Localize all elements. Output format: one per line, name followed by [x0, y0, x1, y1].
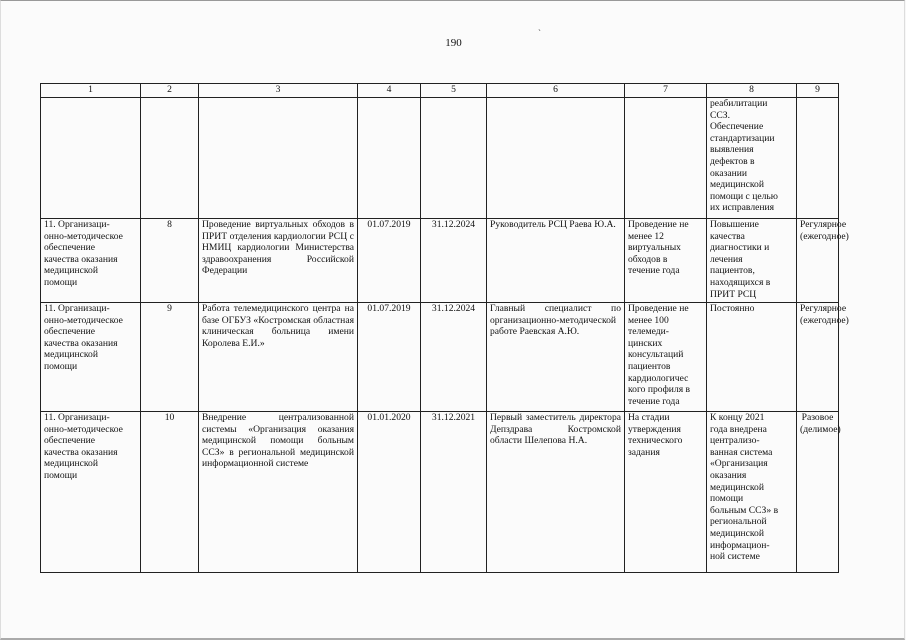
- scan-mark: ˎ: [538, 21, 541, 31]
- table-row: [41, 303, 839, 412]
- column-header: 5: [421, 84, 487, 98]
- start-date-cell: 01.07.2019: [358, 219, 421, 303]
- column-header: 1: [41, 84, 141, 98]
- column-header: 4: [358, 84, 421, 98]
- column-header: 7: [625, 84, 707, 98]
- table-row: [41, 412, 839, 573]
- event-type-cell: Регулярное (ежегодное): [797, 219, 839, 303]
- event-cell: Внедрение централизованной системы «Организация оказания медицинской помощи больным ССЗ» в региональной медицинской информационной системе: [199, 412, 358, 573]
- end-date-cell: 31.12.2021: [421, 412, 487, 573]
- indicator-cell: На стадии утверждения технического задания: [625, 412, 707, 573]
- start-date-cell: 01.01.2020: [358, 412, 421, 573]
- direction-cell: 11. Организаци- онно-методическое обеспечение качества оказания медицинской помощи: [41, 219, 141, 303]
- row-number-cell: 10: [141, 412, 199, 573]
- result-cell: К концу 2021 года внедрена централизо- ванная система «Организация оказания медицинской помощи больным ССЗ» в региональной медицинской информацион- ной системе: [707, 412, 797, 573]
- indicator-cell: Проведение не менее 12 виртуальных обходов в течение года: [625, 219, 707, 303]
- event-cell: Работа телемедицинского центра на базе ОГБУЗ «Костромская областная клиническая больница имени Королева Е.И.»: [199, 303, 358, 412]
- responsible-cell: Руководитель РСЦ Раева Ю.А.: [487, 219, 625, 303]
- result-cell: Постоянно: [707, 303, 797, 412]
- event-cell: Проведение виртуальных обходов в ПРИТ отделения кардиологии РСЦ с НМИЦ кардиологии Министерства здравоохранения Российской Федерации: [199, 219, 358, 303]
- page-number: 190: [445, 37, 462, 49]
- result-cell: Повышение качества диагностики и лечения пациентов, находящихся в ПРИТ РСЦ: [707, 219, 797, 303]
- column-header: 3: [199, 84, 358, 98]
- row-number-cell: 9: [141, 303, 199, 412]
- responsible-cell: Главный специалист по организационно-методической работе Раевская А.Ю.: [487, 303, 625, 412]
- row-number-cell: 8: [141, 219, 199, 303]
- column-header: 6: [487, 84, 625, 98]
- column-header: 9: [797, 84, 839, 98]
- event-type-cell: Регулярное (ежегодное): [797, 303, 839, 412]
- column-number-row: [41, 84, 839, 98]
- start-date-cell: 01.07.2019: [358, 303, 421, 412]
- column-header: 8: [707, 84, 797, 98]
- end-date-cell: 31.12.2024: [421, 303, 487, 412]
- direction-cell: 11. Организаци- онно-методическое обеспечение качества оказания медицинской помощи: [41, 303, 141, 412]
- continuation-row: [41, 98, 839, 219]
- direction-cell: 11. Организаци- онно-методическое обеспечение качества оказания медицинской помощи: [41, 412, 141, 573]
- table-row: [41, 219, 839, 303]
- indicator-cell: Проведение не менее 100 телемеди- цинских консультаций пациентов кардиологичес кого профиля в течение года: [625, 303, 707, 412]
- column-header: 2: [141, 84, 199, 98]
- result-cell: реабилитации ССЗ. Обеспечение стандартизации выявления дефектов в оказании медицинской помощи с целью их исправления: [707, 98, 797, 219]
- responsible-cell: Первый заместитель директора Депздрава Костромской области Шелепова Н.А.: [487, 412, 625, 573]
- end-date-cell: 31.12.2024: [421, 219, 487, 303]
- action-plan-table: [40, 83, 849, 573]
- event-type-cell: Разовое (делимое): [797, 412, 839, 573]
